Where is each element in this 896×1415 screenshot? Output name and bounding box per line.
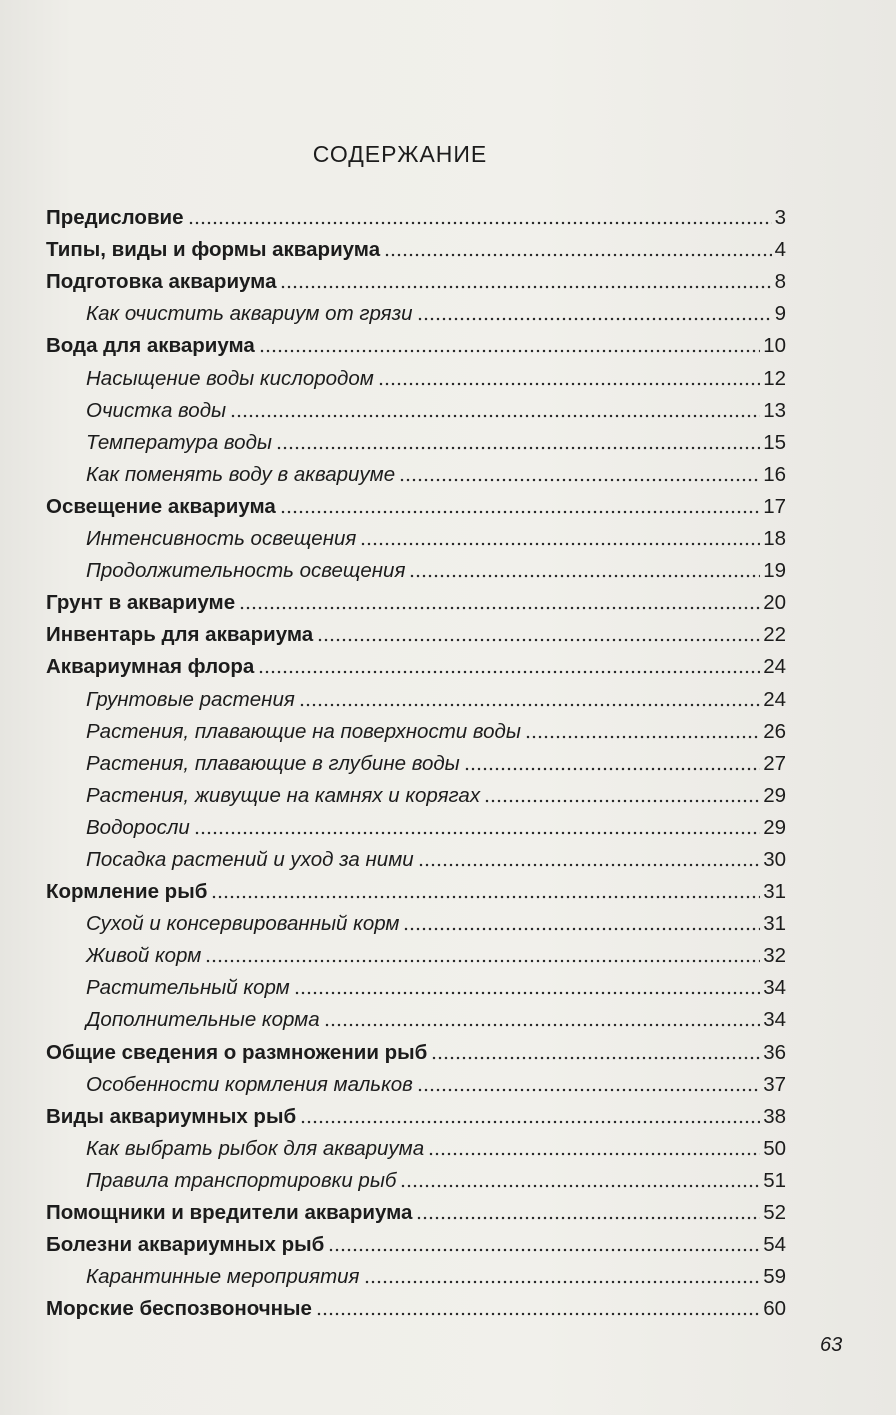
toc-entry-title: Как очистить аквариум от грязи bbox=[86, 302, 413, 326]
toc-section bbox=[46, 1257, 786, 1289]
toc-chapter bbox=[46, 1032, 786, 1064]
toc-entry-page: 4 bbox=[774, 238, 786, 262]
dot-leader bbox=[525, 735, 760, 739]
toc-entry-page: 29 bbox=[763, 815, 786, 839]
toc-entry-page: 31 bbox=[763, 880, 786, 904]
toc-chapter bbox=[46, 1289, 786, 1321]
toc-entry-page: 54 bbox=[763, 1233, 786, 1257]
toc-entry-title: Общие сведения о размножении рыб bbox=[46, 1040, 428, 1064]
toc-entry-title: Виды аквариумных рыб bbox=[46, 1104, 297, 1128]
toc-entry-page: 18 bbox=[763, 527, 786, 551]
toc-entry-title: Температура воды bbox=[86, 430, 272, 454]
dot-leader bbox=[364, 1280, 761, 1284]
dot-leader bbox=[418, 863, 761, 867]
dot-leader bbox=[194, 831, 760, 835]
toc-entry-title: Дополнительные корма bbox=[86, 1008, 320, 1032]
toc-entry-title: Морские беспозвоночные bbox=[46, 1297, 312, 1321]
dot-leader bbox=[205, 959, 760, 963]
dot-leader bbox=[239, 606, 760, 610]
toc-chapter bbox=[46, 1225, 786, 1257]
toc-entry-title: Типы, виды и формы аквариума bbox=[46, 238, 381, 262]
toc-section bbox=[46, 904, 786, 936]
dot-leader bbox=[280, 510, 760, 514]
toc-section bbox=[46, 1000, 786, 1032]
toc-chapter bbox=[46, 198, 786, 230]
toc-entry-page: 19 bbox=[763, 559, 786, 583]
toc-entry-title: Как выбрать рыбок для аквариума bbox=[86, 1136, 425, 1160]
toc-entry-page: 26 bbox=[763, 719, 786, 743]
toc-entry-title: Аквариумная флора bbox=[46, 655, 255, 679]
dot-leader bbox=[484, 799, 760, 803]
toc-entry-page: 8 bbox=[774, 270, 786, 294]
dot-leader bbox=[378, 382, 760, 386]
dot-leader bbox=[431, 1056, 760, 1060]
toc-chapter bbox=[46, 583, 786, 615]
dot-leader bbox=[324, 1023, 761, 1027]
toc-entry-page: 20 bbox=[763, 591, 786, 615]
toc-entry-page: 3 bbox=[774, 206, 786, 230]
toc-entry-title: Как поменять воду в аквариуме bbox=[86, 462, 396, 486]
toc-entry-page: 10 bbox=[763, 334, 786, 358]
dot-leader bbox=[211, 895, 760, 899]
toc-entry-title: Болезни аквариумных рыб bbox=[46, 1233, 325, 1257]
toc-chapter bbox=[46, 487, 786, 519]
dot-leader bbox=[299, 703, 760, 707]
dot-leader bbox=[300, 1120, 760, 1124]
toc-section bbox=[46, 358, 786, 390]
toc-entry-title: Насыщение воды кислородом bbox=[86, 366, 374, 390]
dot-leader bbox=[464, 767, 760, 771]
toc-entry-title: Особенности кормления мальков bbox=[86, 1072, 413, 1096]
toc-entry-title: Посадка растений и уход за ними bbox=[86, 847, 414, 871]
toc-entry-page: 51 bbox=[763, 1168, 786, 1192]
dot-leader bbox=[417, 1088, 760, 1092]
toc-entry-page: 60 bbox=[763, 1297, 786, 1321]
toc-entry-page: 12 bbox=[763, 366, 786, 390]
toc-entry-title: Растительный корм bbox=[86, 976, 290, 1000]
toc-section bbox=[46, 776, 786, 808]
toc-entry-page: 24 bbox=[763, 655, 786, 679]
toc-entry-page: 34 bbox=[763, 976, 786, 1000]
dot-leader bbox=[188, 221, 772, 225]
toc-section bbox=[46, 744, 786, 776]
toc-entry-page: 30 bbox=[763, 847, 786, 871]
toc-entry-page: 52 bbox=[763, 1201, 786, 1224]
toc-entry-title: Подготовка аквариума bbox=[46, 270, 277, 294]
toc-chapter bbox=[46, 230, 786, 262]
toc-section bbox=[46, 968, 786, 1000]
dot-leader bbox=[230, 414, 760, 418]
toc-entry-page: 15 bbox=[763, 430, 786, 454]
toc-section bbox=[46, 679, 786, 711]
dot-leader bbox=[328, 1248, 760, 1252]
toc-section bbox=[46, 808, 786, 840]
table-of-contents bbox=[46, 198, 786, 1321]
toc-entry-page: 22 bbox=[763, 623, 786, 647]
toc-entry-title: Растения, живущие на камнях и корягах bbox=[86, 783, 481, 807]
toc-entry-title: Растения, плавающие на поверхности воды bbox=[86, 719, 521, 743]
dot-leader bbox=[294, 991, 760, 995]
toc-entry-page: 9 bbox=[774, 302, 786, 326]
toc-entry-title: Продолжительность освещения bbox=[86, 559, 406, 583]
toc-entry-title: Грунт в аквариуме bbox=[46, 591, 236, 615]
toc-chapter bbox=[46, 1097, 786, 1129]
toc-entry-title: Кормление рыб bbox=[46, 880, 208, 904]
page-title: СОДЕРЖАНИЕ bbox=[312, 141, 488, 167]
toc-entry-title: Растения, плавающие в глубине воды bbox=[86, 751, 460, 775]
dot-leader bbox=[280, 285, 771, 289]
toc-entry-title: Освещение аквариума bbox=[46, 494, 276, 518]
dot-leader bbox=[259, 349, 760, 353]
toc-entry-page: 32 bbox=[763, 944, 786, 968]
dot-leader bbox=[428, 1152, 760, 1156]
toc-section bbox=[46, 840, 786, 872]
dot-leader bbox=[403, 927, 760, 931]
dot-leader bbox=[417, 317, 772, 321]
toc-chapter bbox=[46, 1193, 786, 1225]
toc-entry-title: Водоросли bbox=[86, 815, 190, 839]
toc-section bbox=[46, 294, 786, 326]
toc-section bbox=[46, 551, 786, 583]
toc-entry-page: 31 bbox=[763, 912, 786, 936]
dot-leader bbox=[317, 638, 760, 642]
toc-entry-page: 24 bbox=[763, 687, 786, 711]
toc-entry-title: Правила транспортировки рыб bbox=[86, 1168, 397, 1192]
toc-chapter bbox=[46, 647, 786, 679]
toc-section bbox=[46, 712, 786, 744]
toc-chapter bbox=[46, 615, 786, 647]
toc-entry-title: Грунтовые растения bbox=[86, 687, 295, 711]
dot-leader bbox=[409, 574, 760, 578]
toc-section bbox=[46, 1129, 786, 1161]
toc-entry-page: 13 bbox=[763, 398, 786, 422]
toc-entry-title: Помощники и вредители аквариума bbox=[46, 1201, 413, 1224]
toc-section bbox=[46, 1065, 786, 1097]
toc-section bbox=[46, 1161, 786, 1193]
toc-entry-title: Очистка воды bbox=[86, 398, 227, 422]
dot-leader bbox=[258, 670, 760, 674]
toc-section bbox=[46, 455, 786, 487]
toc-entry-title: Карантинные мероприятия bbox=[86, 1265, 360, 1289]
toc-section bbox=[46, 423, 786, 455]
toc-entry-page: 29 bbox=[763, 783, 786, 807]
toc-entry-page: 36 bbox=[763, 1040, 786, 1064]
toc-chapter bbox=[46, 872, 786, 904]
dot-leader bbox=[399, 478, 760, 482]
toc-chapter bbox=[46, 262, 786, 294]
toc-section bbox=[46, 936, 786, 968]
toc-entry-title: Вода для аквариума bbox=[46, 334, 255, 358]
toc-entry-page: 34 bbox=[763, 1008, 786, 1032]
dot-leader bbox=[316, 1312, 760, 1316]
toc-section bbox=[46, 519, 786, 551]
page-number: 63 bbox=[820, 1334, 843, 1356]
toc-entry-title: Живой корм bbox=[86, 944, 202, 968]
toc-entry-page: 50 bbox=[763, 1136, 786, 1160]
dot-leader bbox=[416, 1216, 760, 1220]
toc-entry-page: 59 bbox=[763, 1265, 786, 1289]
toc-entry-page: 16 bbox=[763, 462, 786, 486]
toc-entry-page: 37 bbox=[763, 1072, 786, 1096]
toc-entry-title: Сухой и консервированный корм bbox=[86, 912, 400, 936]
toc-entry-title: Инвентарь для аквариума bbox=[46, 623, 314, 647]
dot-leader bbox=[276, 446, 760, 450]
toc-chapter bbox=[46, 326, 786, 358]
dot-leader bbox=[400, 1184, 760, 1188]
dot-leader bbox=[360, 542, 760, 546]
toc-section bbox=[46, 391, 786, 423]
toc-entry-page: 38 bbox=[763, 1104, 786, 1128]
toc-entry-page: 27 bbox=[763, 751, 786, 775]
toc-entry-page: 17 bbox=[763, 494, 786, 518]
toc-entry-title: Предисловие bbox=[46, 206, 184, 230]
toc-entry-title: Интенсивность освещения bbox=[86, 527, 357, 551]
dot-leader bbox=[384, 253, 771, 257]
